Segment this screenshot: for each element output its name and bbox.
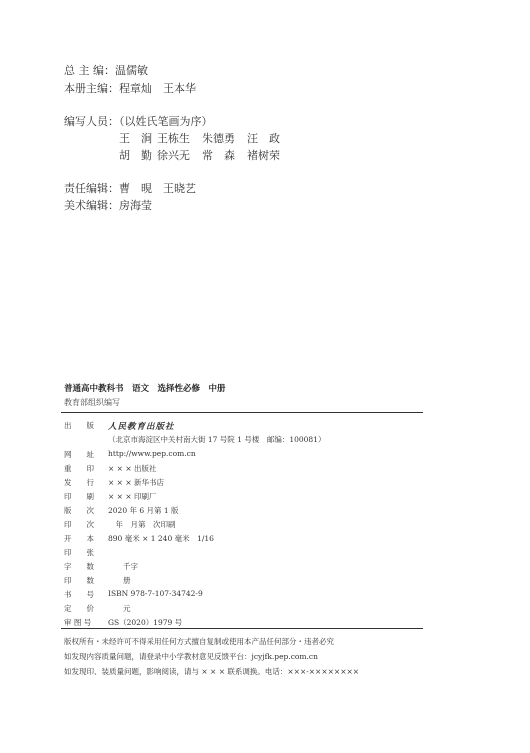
writer-name: 汪 政 — [247, 132, 280, 145]
series-subtitle: 教育部组织编写 — [64, 398, 120, 407]
imprint-key: 审 图 号 — [64, 618, 92, 627]
publisher-address: （北京市海淀区中关村南大街 17 号院 1 号楼 邮编：100081） — [108, 435, 326, 444]
writers-row-1 — [119, 130, 280, 146]
imprint-value: 元 — [108, 604, 131, 613]
volume-editor-names: 程章灿 王本华 — [119, 82, 196, 95]
writers-note: （以姓氏笔画为序） — [119, 115, 213, 128]
volume-editor-line — [64, 80, 196, 96]
writer-name: 朱德勇 — [202, 132, 235, 145]
imprint-value: × × × 新华书店 — [108, 478, 165, 487]
writer-name: 徐兴无 — [157, 149, 190, 162]
chief-editor-line — [64, 62, 148, 78]
publisher-logo: 人民教育出版社 — [108, 422, 175, 432]
imprint-value: 890 毫米 × 1 240 毫米 1/16 — [108, 534, 214, 543]
responsible-editor-line — [64, 180, 196, 196]
writer-name: 王栋生 — [157, 132, 190, 145]
volume-editor-label: 本册主编： — [64, 82, 119, 95]
chief-editor-label: 总 主 编： — [64, 64, 115, 77]
imprint-value: × × × 出版社 — [108, 464, 157, 473]
writer-name: 常 森 — [202, 149, 235, 162]
imprint-key: 发 行 — [64, 478, 94, 487]
writer-name: 褚树荣 — [247, 149, 280, 162]
top-divider — [61, 412, 423, 413]
print-quality-note: 如发现印、装质量问题，影响阅读，请与 × × × 联系调换。电话：×××-×××××××× — [64, 667, 360, 676]
imprint-key: 印 数 — [64, 576, 94, 585]
writer-name: 胡 勤 — [119, 149, 152, 162]
imprint-key: 印 次 — [64, 520, 94, 529]
imprint-key: 出 版 — [64, 421, 94, 430]
imprint-table — [64, 420, 424, 625]
imprint-key: 字 数 — [64, 562, 94, 571]
copyright-note: 版权所有・未经许可不得采用任何方式擅自复制或使用本产品任何部分・违者必究 — [64, 637, 334, 646]
imprint-value: 2020 年 6 月第 1 版 — [108, 506, 179, 515]
responsible-editor-label: 责任编辑： — [64, 182, 119, 195]
art-editor-name: 房海莹 — [119, 199, 152, 212]
imprint-key: 版 次 — [64, 506, 94, 515]
imprint-value: http://www.pep.com.cn — [108, 449, 196, 458]
chief-editor-name: 温儒敏 — [115, 64, 148, 77]
writers-row-2 — [119, 147, 280, 163]
responsible-editor-names: 曹 晛 王晓艺 — [119, 182, 196, 195]
imprint-key: 网 址 — [64, 450, 94, 459]
imprint-key: 印 张 — [64, 548, 94, 557]
imprint-value: ISBN 978-7-107-34742-9 — [108, 589, 203, 598]
imprint-key: 重 印 — [64, 464, 94, 473]
series-title: 普通高中教科书 语文 选择性必修 中册 — [64, 384, 226, 394]
imprint-value: GS（2020）1979 号 — [108, 618, 183, 627]
bottom-divider — [61, 628, 423, 629]
art-editor-label: 美术编辑： — [64, 199, 119, 212]
imprint-key: 开 本 — [64, 534, 94, 543]
writers-label: 编写人员： — [64, 115, 119, 128]
writer-name: 王 涧 — [119, 132, 152, 145]
content-feedback-note: 如发现内容质量问题，请登录中小学教材意见反馈平台：jcyjfk.pep.com.cn — [64, 652, 318, 661]
imprint-value: 册 — [108, 576, 131, 585]
imprint-value: × × × 印刷厂 — [108, 492, 157, 501]
imprint-value: 千字 — [108, 562, 138, 571]
imprint-value: 年 月第 次印刷 — [108, 520, 176, 529]
imprint-key: 定 价 — [64, 604, 94, 613]
writers-line — [64, 113, 213, 129]
imprint-key: 印 刷 — [64, 492, 94, 501]
imprint-key: 书 号 — [64, 590, 94, 599]
art-editor-line — [64, 197, 152, 213]
